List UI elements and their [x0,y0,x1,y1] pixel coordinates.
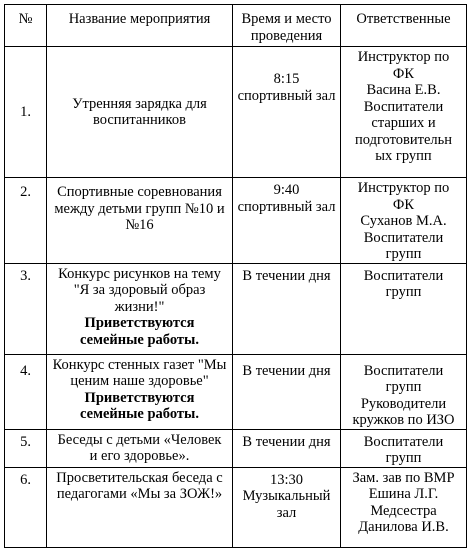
event-note-bold: семейные работы. [80,331,199,348]
header-event-name: Название мероприятия [47,5,233,47]
time-place-line: В течении дня [242,362,331,379]
row-number-text: 5. [20,433,31,450]
responsible-line: Суханов М.А. [360,213,447,229]
responsible-line: Данилова И.В. [358,519,449,535]
responsible-cell [341,47,467,178]
responsible-line: ФК [392,196,415,213]
row-number [5,429,47,467]
time-place-line: зал [276,504,297,521]
event-name-line: между детьми групп №10 и [54,200,225,217]
responsible-cell [341,263,467,354]
responsible-line: Инструктор по [357,49,450,65]
time-place-cell [233,467,341,547]
row-number-text: 1. [20,103,31,120]
event-name-line: Конкурс стенных газет "Мы [52,356,227,373]
event-name-line: Конкурс рисунков на тему [58,265,221,282]
time-place-cell [233,178,341,264]
event-note-bold: Приветствуются [84,389,195,406]
event-name-line: "Я за здоровый образ [73,282,206,298]
row-number-text: 6. [20,471,31,488]
row-number [5,467,47,547]
responsible-line: групп [385,284,422,300]
event-note-bold: Приветствуются [84,315,195,331]
header-number: № [5,5,47,47]
event-name-line: педагогами «Мы за ЗОЖ!» [56,486,223,502]
responsible-line: Воспитатели [363,98,444,115]
time-place-cell [233,354,341,429]
responsible-line: Руководители [360,395,447,412]
event-name-cell [47,467,233,547]
event-name-cell [47,263,233,354]
row-number [5,47,47,178]
row-number [5,354,47,429]
event-name-line: жизни!" [114,298,165,315]
event-name-cell [47,354,233,429]
time-place-line: спортивный зал [237,87,336,104]
event-name-cell [47,47,233,178]
table-row [5,467,467,547]
responsible-line: кружков по ИЗО [352,412,455,428]
row-number-text: 2. [20,184,31,200]
responsible-line: Воспитатели [363,433,444,450]
row-number-text: 3. [20,267,31,284]
responsible-line: Воспитатели [363,267,444,284]
responsible-cell [341,354,467,429]
responsible-line: Инструктор по [357,180,450,196]
responsible-line: групп [385,246,422,262]
responsible-line: ФК [392,65,415,82]
event-name-cell [47,178,233,264]
event-name-line: воспитанников [93,112,186,128]
events-table [4,4,467,548]
time-place-cell [233,47,341,178]
responsible-line: Ешина Л.Г. [368,486,439,502]
time-place-line: В течении дня [242,267,331,284]
table-row [5,263,467,354]
time-place-line: В течении дня [242,433,331,450]
event-name-line: Просветительская беседа с [56,469,223,486]
event-name-line: Беседы с детьми «Человек [57,431,222,448]
responsible-line: Васина Е.В. [366,82,441,98]
table-row [5,47,467,178]
event-name-line: Утренняя зарядка для [72,95,207,112]
table-header-row [5,5,467,47]
responsible-line: Зам. зав по ВМР [352,469,455,486]
header-responsible: Ответственные [341,5,467,47]
responsible-line: Воспитатели [363,362,444,379]
responsible-cell [341,429,467,467]
time-place-line: спортивный зал [237,198,336,215]
responsible-line: групп [385,379,422,395]
responsible-cell [341,178,467,264]
header-time-place: Время и место проведения [233,5,341,47]
responsible-line: групп [385,450,422,466]
event-name-line: Спортивные соревнования [57,184,222,200]
row-number [5,178,47,264]
event-name-cell [47,429,233,467]
row-number [5,263,47,354]
time-place-cell [233,429,341,467]
table-row [5,354,467,429]
event-name-line: и его здоровье». [89,448,190,464]
event-name-line: №16 [125,217,154,233]
responsible-line: старших и [371,115,436,131]
time-place-line: 9:40 [273,182,300,198]
event-name-line: ценим наше здоровье" [70,373,209,389]
responsible-cell [341,467,467,547]
responsible-line: подготовительн [355,131,452,148]
responsible-line: Медсестра [370,502,437,519]
time-place-line: 8:15 [273,71,300,87]
time-place-line: Музыкальный [242,488,331,504]
table-row [5,429,467,467]
time-place-line: 13:30 [269,471,304,488]
responsible-line: ых групп [375,148,432,164]
responsible-line: Воспитатели [363,229,444,246]
table-row [5,178,467,264]
event-note-bold: семейные работы. [80,406,199,422]
time-place-cell [233,263,341,354]
row-number-text: 4. [20,362,31,379]
